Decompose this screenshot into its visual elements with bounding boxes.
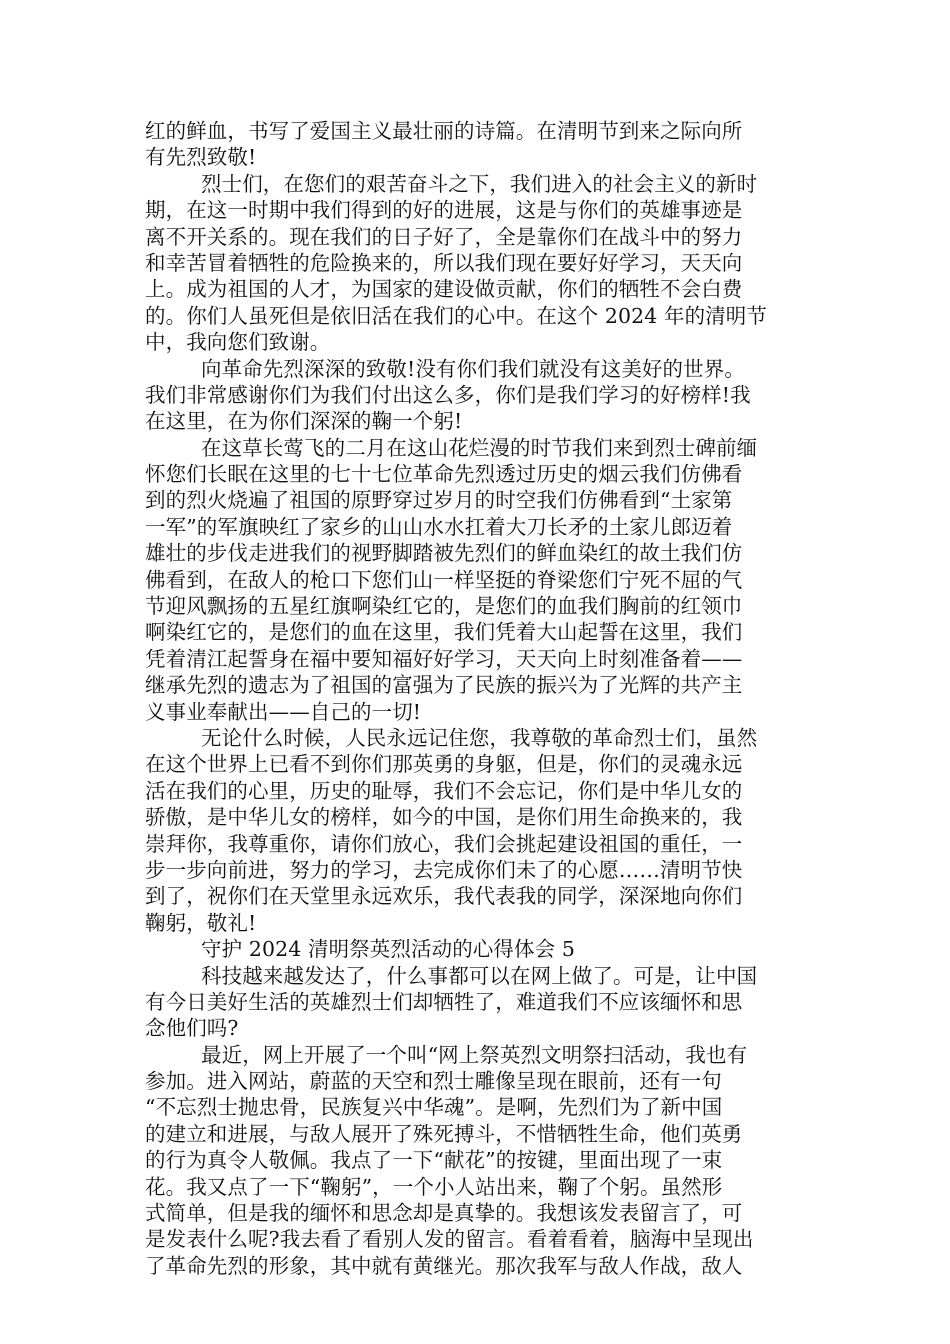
text-line: 和幸苦冒着牺牲的危险换来的，所以我们现在要好好学习，天天向	[145, 250, 743, 275]
text-line: 佛看到，在敌人的枪口下您们山一样坚挺的脊梁您们宁死不屈的气	[145, 567, 743, 592]
text-line: 有先烈致敬!	[145, 145, 257, 170]
text-line: 离不开关系的。现在我们的日子好了，全是靠你们在战斗中的努力	[145, 224, 743, 249]
text-line: 在这里，在为你们深深的鞠一个躬!	[145, 409, 463, 434]
text-line: 守护 2024 清明祭英烈活动的心得体会 5	[201, 937, 575, 962]
text-line: 怀您们长眠在这里的七十七位革命先烈透过历史的烟云我们仿佛看	[145, 462, 743, 487]
text-line: 向革命先烈深深的致敬!没有你们我们就没有这美好的世界。	[201, 356, 745, 381]
text-line: 啊染红它的，是您们的血在这里，我们凭着大山起誓在这里，我们	[145, 620, 743, 645]
text-line: 雄壮的步伐走进我们的视野脚踏被先烈们的鲜血染红的故土我们仿	[145, 541, 743, 566]
section-heading	[145, 936, 810, 962]
text-line: 是发表什么呢?我去看了看别人发的留言。看着看着，脑海中呈现出	[145, 1227, 754, 1252]
text-line: 花。我又点了一下“鞠躬”，一个小人站出来，鞠了个躬。虽然形	[145, 1174, 723, 1199]
text-line: 的行为真令人敬佩。我点了一下“献花”的按键，里面出现了一束	[145, 1148, 723, 1173]
text-line: 我们非常感谢你们为我们付出这么多，你们是我们学习的好榜样!我	[145, 382, 751, 407]
text-line: 活在我们的心里，历史的耻辱，我们不会忘记，你们是中华儿女的	[145, 778, 743, 803]
text-line: 节迎风飘扬的五星红旗啊染红它的，是您们的血我们胸前的红领巾	[145, 594, 743, 619]
text-line: 期，在这一时期中我们得到的好的进展，这是与你们的英雄事迹是	[145, 198, 743, 223]
text-line: 最近，网上开展了一个叫“网上祭英烈文明祭扫活动，我也有	[201, 1042, 748, 1067]
text-line: 中，我向您们致谢。	[145, 330, 331, 355]
paragraph	[145, 435, 810, 725]
text-line: 到了，祝你们在天堂里永远欢乐，我代表我的同学，深深地向你们	[145, 884, 743, 909]
text-line: 上。成为祖国的人才，为国家的建设做贡献，你们的牺牲不会白费	[145, 277, 743, 302]
text-line: 义事业奉献出——自己的一切!	[145, 699, 422, 724]
text-line: 有今日美好生活的英雄烈士们却牺牲了，难道我们不应该缅怀和思	[145, 989, 743, 1014]
text-line: 的建立和进展，与敌人展开了殊死搏斗，不惜牺牲生命，他们英勇	[145, 1121, 743, 1146]
text-line: 了革命先烈的形象，其中就有黄继光。那次我军与敌人作战，敌人	[145, 1253, 743, 1278]
text-line: 骄傲，是中华儿女的榜样，如今的中国，是你们用生命换来的，我	[145, 805, 743, 830]
paragraph	[145, 1042, 810, 1280]
text-line: 参加。进入网站，蔚蓝的天空和烈士雕像呈现在眼前，还有一句	[145, 1069, 722, 1094]
text-line: 在这个世界上已看不到你们那英勇的身躯，但是，你们的灵魂永远	[145, 752, 743, 777]
text-line: 烈士们，在您们的艰苦奋斗之下，我们进入的社会主义的新时	[201, 171, 758, 196]
text-line: 凭着清江起誓身在福中要知福好好学习，天天向上时刻准备着——	[145, 646, 743, 671]
text-line: 在这草长莺飞的二月在这山花烂漫的时节我们来到烈士碑前缅	[201, 435, 758, 460]
document-page	[145, 118, 810, 1279]
paragraph	[145, 963, 810, 1042]
text-line: 鞠躬，敬礼!	[145, 910, 257, 935]
text-line: 一军”的军旗映红了家乡的山山水水扛着大刀长矛的土家儿郎迈着	[145, 514, 733, 539]
paragraph	[145, 356, 810, 435]
paragraph	[145, 725, 810, 936]
text-line: 念他们吗?	[145, 1016, 239, 1041]
text-line: 的。你们人虽死但是依旧活在我们的心中。在这个 2024 年的清明节	[145, 303, 768, 328]
text-line: “不忘烈士抛忠骨，民族复兴中华魂”。是啊，先烈们为了新中国	[145, 1095, 723, 1120]
text-line: 崇拜你，我尊重你，请你们放心，我们会挑起建设祖国的重任，一	[145, 831, 743, 856]
text-line: 无论什么时候，人民永远记住您，我尊敬的革命烈士们，虽然	[201, 725, 758, 750]
text-line: 步一步向前进，努力的学习，去完成你们未了的心愿……清明节快	[145, 857, 743, 882]
text-line: 科技越来越发达了，什么事都可以在网上做了。可是，让中国	[201, 963, 758, 988]
text-line: 继承先烈的遗志为了祖国的富强为了民族的振兴为了光辉的共产主	[145, 673, 743, 698]
text-line: 到的烈火烧遍了祖国的原野穿过岁月的时空我们仿佛看到“土家第	[145, 488, 733, 513]
paragraph	[145, 171, 810, 356]
text-line: 式简单，但是我的缅怀和思念却是真挚的。我想该发表留言了，可	[145, 1201, 743, 1226]
paragraph	[145, 118, 810, 171]
text-line: 红的鲜血，书写了爱国主义最壮丽的诗篇。在清明节到来之际向所	[145, 119, 743, 143]
